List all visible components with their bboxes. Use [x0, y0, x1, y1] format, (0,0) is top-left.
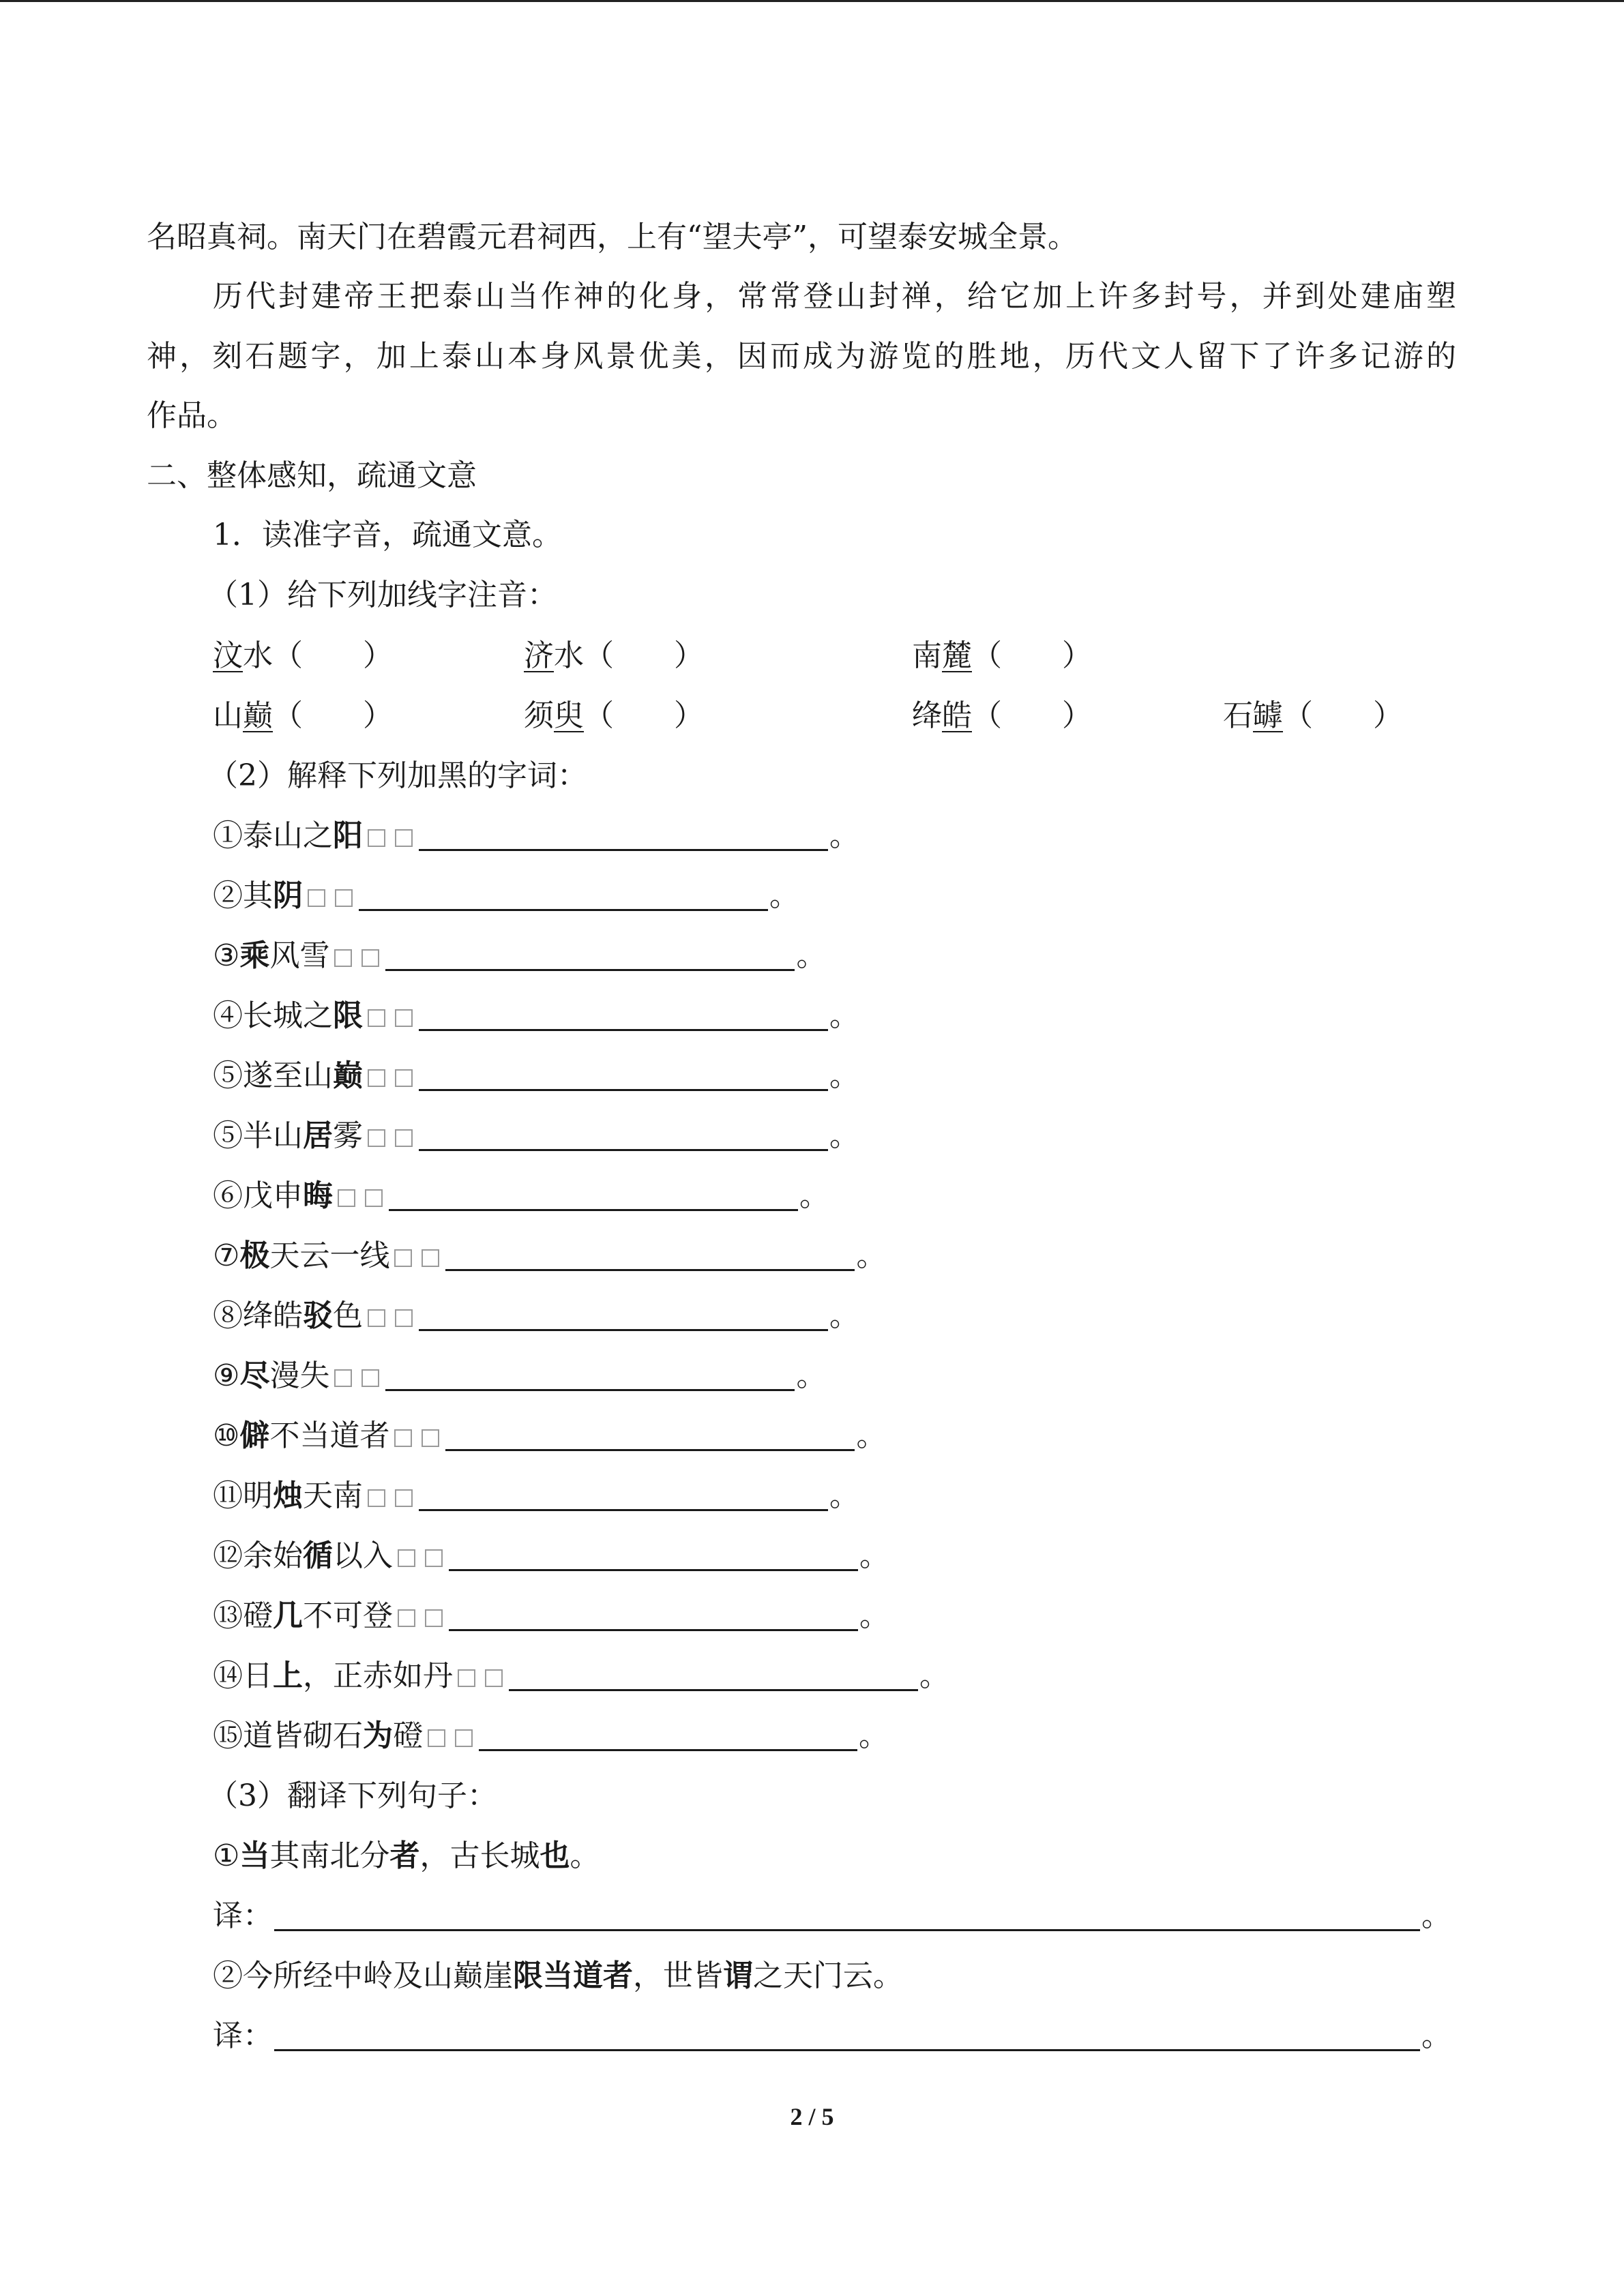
pinyin-answer-paren[interactable]: （ ）: [1283, 698, 1403, 733]
item-text: 风雪: [269, 938, 330, 973]
end-mark: 。: [829, 1058, 859, 1093]
question-1-title: （1）给下列加线字注音：: [208, 578, 557, 612]
sentence-text: 之天门云。: [753, 1958, 903, 1993]
underlined-char: 汶: [213, 638, 243, 673]
answer-blank[interactable]: [419, 999, 828, 1031]
end-mark: 。: [919, 1658, 949, 1693]
bold-word: 阴: [273, 878, 303, 913]
placeholder-box: [395, 1009, 413, 1027]
placeholder-box: [368, 1129, 385, 1147]
answer-blank[interactable]: [509, 1659, 918, 1691]
end-mark: 。: [856, 1238, 887, 1273]
translate-sentence-2: [213, 1956, 903, 1997]
item-text: 漫失: [269, 1358, 330, 1393]
end-mark: 。: [856, 1418, 887, 1453]
placeholder-box: [425, 1549, 443, 1567]
answer-blank[interactable]: [389, 1179, 798, 1211]
placeholder-box: [335, 889, 353, 907]
item-1-title: 1．读准字音，疏通文意。: [213, 518, 562, 552]
end-mark: 。: [829, 998, 859, 1033]
explain-item: [213, 1416, 886, 1457]
plain-char: 水: [243, 638, 273, 673]
placeholder-box: [395, 829, 413, 847]
item-text: ⑬磴: [213, 1598, 273, 1633]
plain-char: 山: [213, 698, 243, 733]
end-mark: 。: [769, 878, 799, 913]
placeholder-box: [368, 1069, 385, 1087]
explain-item: [213, 1116, 859, 1157]
item-text: ⑩: [213, 1418, 240, 1453]
translate-answer-2: [213, 2016, 1451, 2057]
end-mark: 。: [859, 1718, 889, 1753]
plain-char: 石: [1223, 698, 1253, 733]
pinyin-answer-paren[interactable]: （ ）: [584, 638, 704, 673]
bold-word: 极: [239, 1238, 270, 1273]
sentence-text: ，古长城: [419, 1838, 540, 1873]
item-text: 磴: [393, 1718, 423, 1753]
placeholder-box: [422, 1249, 439, 1267]
placeholder-box: [428, 1729, 445, 1747]
item-text: ⑤半山: [213, 1118, 303, 1153]
item-text: 不可登: [303, 1598, 393, 1633]
underlined-char: 皓: [942, 698, 972, 733]
translate-label: 译：: [213, 2018, 273, 2053]
placeholder-box: [458, 1669, 475, 1687]
end-mark: 。: [859, 1598, 889, 1633]
item-text: ⑪明: [213, 1478, 273, 1513]
translate-label: 译：: [213, 1898, 273, 1933]
pinyin-item-shandian: [213, 696, 393, 736]
answer-blank[interactable]: [419, 1479, 828, 1511]
placeholder-box: [422, 1429, 439, 1447]
underlined-char: 巅: [243, 698, 273, 733]
explain-item: [213, 996, 859, 1037]
placeholder-box: [395, 1489, 413, 1507]
sentence-text: ，世皆: [633, 1958, 723, 1993]
underlined-char: 罅: [1253, 698, 1283, 733]
pinyin-answer-paren[interactable]: （ ）: [273, 698, 393, 733]
placeholder-box: [485, 1669, 503, 1687]
translation-blank[interactable]: [274, 2019, 1420, 2051]
end-mark: 。: [1421, 2018, 1451, 2053]
end-mark: 。: [829, 1118, 859, 1153]
item-text: ④长城之: [213, 998, 333, 1033]
sentence-text: ①: [213, 1838, 240, 1873]
explain-item: [213, 816, 859, 856]
bold-word: 几: [273, 1598, 303, 1633]
placeholder-box: [368, 1309, 385, 1327]
item-text: ⑥戊申: [213, 1178, 303, 1213]
end-mark: 。: [799, 1178, 829, 1213]
end-mark: 。: [829, 1478, 859, 1513]
translation-blank[interactable]: [274, 1899, 1420, 1931]
placeholder-box: [394, 1429, 412, 1447]
explain-item: [213, 876, 799, 916]
item-text: 天云一线: [269, 1238, 390, 1273]
bold-word: 限: [333, 998, 363, 1033]
placeholder-box: [365, 1189, 383, 1207]
pinyin-item-jishui: [524, 636, 704, 676]
bold-word: 烛: [273, 1478, 303, 1513]
item-text: 天南: [303, 1478, 363, 1513]
bold-word: 者: [389, 1838, 420, 1873]
plain-char: 水: [554, 638, 584, 673]
bold-word: 驳: [303, 1298, 333, 1333]
answer-blank[interactable]: [419, 819, 828, 851]
end-mark: 。: [1421, 1898, 1451, 1933]
explain-item: [213, 1296, 859, 1337]
item-text: ⑤遂至山: [213, 1058, 333, 1093]
end-mark: 。: [796, 938, 827, 973]
sentence-text: 其南北分: [269, 1838, 390, 1873]
answer-blank[interactable]: [359, 879, 768, 911]
explain-item: [213, 1536, 889, 1577]
intro-para2-line1: 历代封建帝王把泰山当作神的化身，常常登山封禅，给它加上许多封号，并到处建庙塑: [213, 279, 1456, 314]
question-2-title: （2）解释下列加黑的字词：: [208, 758, 587, 793]
underlined-char: 济: [524, 638, 554, 673]
explain-item: [213, 1236, 886, 1277]
end-mark: 。: [829, 818, 859, 853]
explain-item: [213, 1656, 949, 1697]
intro-line-1: 名昭真祠。南天门在碧霞元君祠西，上有“望夫亭”，可望泰安城全景。: [147, 220, 1078, 254]
explain-item: [213, 936, 826, 976]
item-text: ①泰山之: [213, 818, 333, 853]
placeholder-box: [455, 1729, 473, 1747]
placeholder-box: [394, 1249, 412, 1267]
item-text: ⑫余始: [213, 1538, 303, 1573]
sentence-text: 。: [570, 1838, 600, 1873]
question-3-title: （3）翻译下列句子：: [208, 1778, 497, 1813]
item-text: 色: [333, 1298, 363, 1333]
item-text: ⑭日: [213, 1658, 273, 1693]
underlined-char: 臾: [554, 698, 584, 733]
intro-para2-line3: 作品。: [147, 398, 237, 433]
bold-word: 循: [303, 1538, 333, 1573]
placeholder-box: [395, 1309, 413, 1327]
bold-word: 居: [303, 1118, 333, 1153]
placeholder-box: [368, 1489, 385, 1507]
explain-item: [213, 1356, 826, 1397]
placeholder-box: [361, 1369, 379, 1387]
placeholder-box: [425, 1609, 443, 1627]
explain-item: [213, 1716, 889, 1757]
bold-word: 为: [363, 1718, 393, 1753]
bold-word: 也: [540, 1838, 570, 1873]
item-text: 以入: [333, 1538, 393, 1573]
pinyin-answer-paren[interactable]: （ ）: [972, 698, 1092, 733]
page-number: 2 / 5: [790, 2103, 834, 2130]
placeholder-box: [308, 889, 325, 907]
end-mark: 。: [859, 1538, 889, 1573]
pinyin-item-nanlu: [912, 636, 1092, 676]
answer-blank[interactable]: [445, 1239, 855, 1271]
item-text: ②其: [213, 878, 273, 913]
bold-word: 当: [239, 1838, 270, 1873]
item-text: ③: [213, 938, 240, 973]
plain-char: 绛: [912, 698, 942, 733]
end-mark: 。: [796, 1358, 827, 1393]
item-text: 雾: [333, 1118, 363, 1153]
item-text: ⑧绛皓: [213, 1298, 303, 1333]
bold-word: 巅: [333, 1058, 363, 1093]
bold-word: 晦: [303, 1178, 333, 1213]
pinyin-answer-paren[interactable]: （ ）: [273, 638, 393, 673]
answer-blank[interactable]: [445, 1419, 855, 1451]
placeholder-box: [338, 1189, 355, 1207]
pinyin-item-wenshui: [213, 636, 393, 676]
answer-blank[interactable]: [419, 1119, 828, 1151]
item-text: ⑨: [213, 1358, 240, 1393]
pinyin-item-shixia: [1223, 696, 1403, 736]
top-border-line: [0, 0, 1624, 2]
answer-blank[interactable]: [449, 1599, 858, 1631]
explain-item: [213, 1176, 829, 1217]
bold-word: 乘: [239, 938, 270, 973]
item-text: ，正赤如丹: [303, 1658, 453, 1693]
section-heading: 二、整体感知，疏通文意: [147, 458, 477, 493]
pinyin-answer-paren[interactable]: （ ）: [584, 698, 704, 733]
explain-item: [213, 1476, 859, 1517]
answer-blank[interactable]: [385, 1359, 795, 1391]
placeholder-box: [368, 829, 385, 847]
bold-word: 上: [273, 1658, 303, 1693]
intro-para2-line2: 神，刻石题字，加上泰山本身风景优美，因而成为游览的胜地，历代文人留下了许多记游的: [147, 339, 1456, 374]
pinyin-item-jianghao: [912, 696, 1092, 736]
explain-item: [213, 1056, 859, 1097]
bold-word: 尽: [239, 1358, 270, 1393]
translate-sentence-1: [213, 1836, 600, 1877]
answer-blank[interactable]: [449, 1539, 858, 1571]
plain-char: 须: [524, 698, 554, 733]
placeholder-box: [334, 949, 352, 967]
placeholder-box: [398, 1609, 415, 1627]
bold-word: 限当道者: [513, 1958, 633, 1993]
pinyin-item-xuyu: [524, 696, 704, 736]
bold-word: 僻: [239, 1418, 270, 1453]
answer-blank[interactable]: [479, 1719, 857, 1751]
placeholder-box: [368, 1009, 385, 1027]
placeholder-box: [395, 1069, 413, 1087]
translate-answer-1: [213, 1896, 1451, 1937]
item-text: 不当道者: [269, 1418, 390, 1453]
pinyin-answer-paren[interactable]: （ ）: [972, 638, 1092, 673]
end-mark: 。: [829, 1298, 859, 1333]
placeholder-box: [334, 1369, 352, 1387]
placeholder-box: [398, 1549, 415, 1567]
item-text: ⑦: [213, 1238, 240, 1273]
answer-blank[interactable]: [419, 1299, 828, 1331]
plain-char: 南: [912, 638, 942, 673]
underlined-char: 麓: [942, 638, 972, 673]
placeholder-box: [395, 1129, 413, 1147]
sentence-text: ②今所经中岭及山巅崖: [213, 1958, 513, 1993]
explain-item: [213, 1596, 889, 1637]
item-text: ⑮道皆砌石: [213, 1718, 363, 1753]
bold-word: 谓: [723, 1958, 753, 1993]
placeholder-box: [361, 949, 379, 967]
answer-blank[interactable]: [419, 1059, 828, 1091]
bold-word: 阳: [333, 818, 363, 853]
answer-blank[interactable]: [385, 939, 795, 971]
